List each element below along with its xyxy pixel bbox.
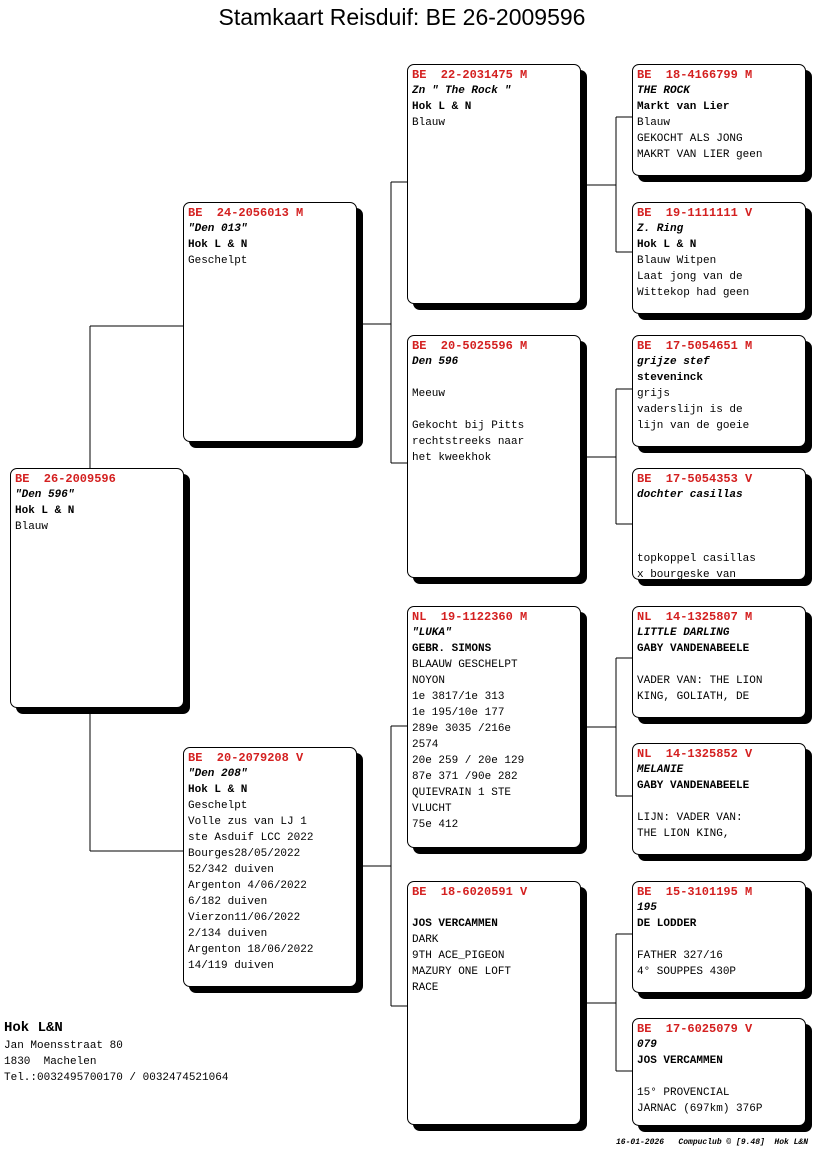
pigeon-info: KING, GOLIATH, DE bbox=[637, 691, 750, 703]
pigeon-owner: DE LODDER bbox=[637, 918, 697, 930]
ring-number: BE 24-2056013 M bbox=[188, 206, 304, 220]
pigeon-info: FATHER 327/16 bbox=[637, 950, 723, 962]
pigeon-owner: GABY VANDENABEELE bbox=[637, 643, 750, 655]
pigeon-owner bbox=[637, 503, 801, 519]
pigeon-info: JARNAC (697km) 376P bbox=[637, 1103, 763, 1115]
pigeon-owner: GABY VANDENABEELE bbox=[637, 780, 750, 792]
pigeon-info: Blauw bbox=[637, 117, 671, 129]
pigeon-info: Wittekop had geen bbox=[637, 287, 750, 299]
pigeon-name: Z. Ring bbox=[637, 223, 684, 235]
pigeon-card-mmm[interactable] bbox=[632, 1018, 806, 1126]
pigeon-info: GEKOCHT ALS JONG bbox=[637, 133, 743, 145]
club-name: Hok L&N bbox=[4, 1020, 63, 1036]
pigeon-name: THE ROCK bbox=[637, 85, 690, 97]
pigeon-info: het kweekhok bbox=[412, 452, 492, 464]
pigeon-name: grijze stef bbox=[637, 356, 710, 368]
owner-address-block bbox=[4, 1018, 228, 1086]
pigeon-info: Blauw bbox=[412, 117, 446, 129]
pigeon-info: Laat jong van de bbox=[637, 271, 743, 283]
ring-number: NL 14-1325807 M bbox=[637, 610, 753, 624]
pigeon-name: Zn " The Rock " bbox=[412, 85, 512, 97]
pigeon-owner: JOS VERCAMMEN bbox=[412, 918, 498, 930]
pigeon-card-fmf[interactable] bbox=[632, 335, 806, 447]
pigeon-owner: Hok L & N bbox=[188, 784, 248, 796]
pigeon-info: LIJN: VADER VAN: bbox=[637, 812, 743, 824]
pigeon-info: 1e 3817/1e 313 bbox=[412, 691, 505, 703]
pigeon-owner: Hok L & N bbox=[188, 239, 248, 251]
pigeon-card-fm[interactable] bbox=[407, 335, 581, 578]
ring-number: BE 17-5054651 M bbox=[637, 339, 753, 353]
ring-number: BE 20-2079208 V bbox=[188, 751, 304, 765]
pigeon-name: dochter casillas bbox=[637, 489, 743, 501]
pigeon-info: VLUCHT bbox=[412, 803, 452, 815]
pigeon-card-mfm[interactable] bbox=[632, 743, 806, 855]
pigeon-info: 289e 3035 /216e bbox=[412, 723, 512, 735]
pigeon-info: MAZURY ONE LOFT bbox=[412, 966, 512, 978]
pigeon-info bbox=[637, 932, 801, 948]
pigeon-info: x bourgeske van bbox=[637, 569, 737, 580]
pigeon-info: VADER VAN: THE LION bbox=[637, 675, 763, 687]
pigeon-name: 195 bbox=[637, 902, 657, 914]
pigeon-info: 75e 412 bbox=[412, 819, 459, 831]
pigeon-owner bbox=[412, 370, 576, 386]
pigeon-owner: Hok L & N bbox=[412, 101, 472, 113]
pigeon-owner: Markt van Lier bbox=[637, 101, 730, 113]
pigeon-name bbox=[412, 900, 576, 916]
ring-number: BE 22-2031475 M bbox=[412, 68, 528, 82]
pigeon-card-ffm[interactable] bbox=[632, 202, 806, 314]
page-title: Stamkaart Reisduif: BE 26-2009596 bbox=[218, 4, 586, 30]
pigeon-name: "Den 013" bbox=[188, 223, 248, 235]
pigeon-info: rechtstreeks naar bbox=[412, 436, 525, 448]
ring-number: BE 19-1111111 V bbox=[637, 206, 753, 220]
pigeon-info: 14/119 duiven bbox=[188, 960, 274, 972]
ring-number: BE 18-6020591 V bbox=[412, 885, 528, 899]
pigeon-card-mm[interactable] bbox=[407, 881, 581, 1125]
pigeon-info: 1e 195/10e 177 bbox=[412, 707, 505, 719]
pigeon-info: NOYON bbox=[412, 675, 446, 687]
pigeon-info bbox=[637, 535, 801, 551]
print-footer: 16-01-2026 Compuclub © [9.48] Hok L&N bbox=[616, 1138, 809, 1147]
ring-number: NL 14-1325852 V bbox=[637, 747, 753, 761]
address-street: Jan Moensstraat 80 bbox=[4, 1040, 123, 1052]
pigeon-name: 079 bbox=[637, 1039, 657, 1051]
pigeon-name: "Den 208" bbox=[188, 768, 248, 780]
pigeon-card-fff[interactable] bbox=[632, 64, 806, 176]
pigeon-info bbox=[637, 519, 801, 535]
pigeon-info: Volle zus van LJ 1 bbox=[188, 816, 307, 828]
pigeon-name: "LUKA" bbox=[412, 627, 452, 639]
pigeon-info: 9TH ACE_PIGEON bbox=[412, 950, 505, 962]
pigeon-card-ff[interactable] bbox=[407, 64, 581, 304]
pigeon-info: 87e 371 /90e 282 bbox=[412, 771, 518, 783]
pigeon-card-fmm[interactable] bbox=[632, 468, 806, 580]
ring-number: BE 17-5054353 V bbox=[637, 472, 753, 486]
pigeon-info: 15° PROVENCIAL bbox=[637, 1087, 730, 1099]
ring-number: BE 17-6025079 V bbox=[637, 1022, 753, 1036]
pigeon-owner: Hok L & N bbox=[15, 505, 75, 517]
pigeon-info bbox=[637, 1069, 801, 1085]
pigeon-info: MAKRT VAN LIER geen bbox=[637, 149, 763, 161]
pigeon-card-mff[interactable] bbox=[632, 606, 806, 718]
pigeon-info: Blauw Witpen bbox=[637, 255, 717, 267]
pigeon-info: BLAAUW GESCHELPT bbox=[412, 659, 518, 671]
pigeon-card-subject[interactable] bbox=[10, 468, 184, 708]
pigeon-info: 2/134 duiven bbox=[188, 928, 268, 940]
pigeon-name: MELANIE bbox=[637, 764, 684, 776]
pigeon-info bbox=[637, 794, 801, 810]
pigeon-name: Den 596 bbox=[412, 356, 459, 368]
pigeon-info: vaderslijn is de bbox=[637, 404, 743, 416]
pigeon-info: THE LION KING, bbox=[637, 828, 730, 840]
pigeon-info: 4° SOUPPES 430P bbox=[637, 966, 737, 978]
pigeon-info: Geschelpt bbox=[188, 255, 248, 267]
pigeon-info: Bourges28/05/2022 bbox=[188, 848, 301, 860]
pigeon-name: "Den 596" bbox=[15, 489, 75, 501]
pigeon-info bbox=[412, 402, 576, 418]
pigeon-card-father[interactable] bbox=[183, 202, 357, 442]
pigeon-info: Gekocht bij Pitts bbox=[412, 420, 525, 432]
pigeon-info: Blauw bbox=[15, 521, 49, 533]
pigeon-info: grijs bbox=[637, 388, 671, 400]
pigeon-owner: Hok L & N bbox=[637, 239, 697, 251]
pigeon-info: Vierzon11/06/2022 bbox=[188, 912, 301, 924]
pigeon-name: LITTLE DARLING bbox=[637, 627, 730, 639]
pigeon-info: 2574 bbox=[412, 739, 439, 751]
pigeon-info: Geschelpt bbox=[188, 800, 248, 812]
pigeon-info: ste Asduif LCC 2022 bbox=[188, 832, 314, 844]
ring-number: NL 19-1122360 M bbox=[412, 610, 528, 624]
pigeon-info: lijn van de goeie bbox=[637, 420, 750, 432]
pigeon-info: 6/182 duiven bbox=[188, 896, 268, 908]
pigeon-owner: steveninck bbox=[637, 372, 704, 384]
pigeon-info: QUIEVRAIN 1 STE bbox=[412, 787, 512, 799]
address-phone: Tel.:0032495700170 / 0032474521064 bbox=[4, 1072, 229, 1084]
pigeon-info: Meeuw bbox=[412, 388, 446, 400]
pigeon-info bbox=[637, 657, 801, 673]
pigeon-card-mother[interactable] bbox=[183, 747, 357, 987]
pigeon-owner: GEBR. SIMONS bbox=[412, 643, 492, 655]
pigeon-info: Argenton 4/06/2022 bbox=[188, 880, 307, 892]
address-city: 1830 Machelen bbox=[4, 1056, 97, 1068]
ring-number: BE 26-2009596 bbox=[15, 472, 116, 486]
pigeon-info: 52/342 duiven bbox=[188, 864, 274, 876]
pigeon-card-mmf[interactable] bbox=[632, 881, 806, 993]
pigeon-owner: JOS VERCAMMEN bbox=[637, 1055, 723, 1067]
ring-number: BE 15-3101195 M bbox=[637, 885, 753, 899]
pigeon-info: topkoppel casillas bbox=[637, 553, 756, 565]
ring-number: BE 20-5025596 M bbox=[412, 339, 528, 353]
pigeon-info: DARK bbox=[412, 934, 439, 946]
ring-number: BE 18-4166799 M bbox=[637, 68, 753, 82]
pigeon-info: RACE bbox=[412, 982, 439, 994]
pigeon-info: 20e 259 / 20e 129 bbox=[412, 755, 525, 767]
pigeon-info: Argenton 18/06/2022 bbox=[188, 944, 314, 956]
pigeon-card-mf[interactable] bbox=[407, 606, 581, 848]
